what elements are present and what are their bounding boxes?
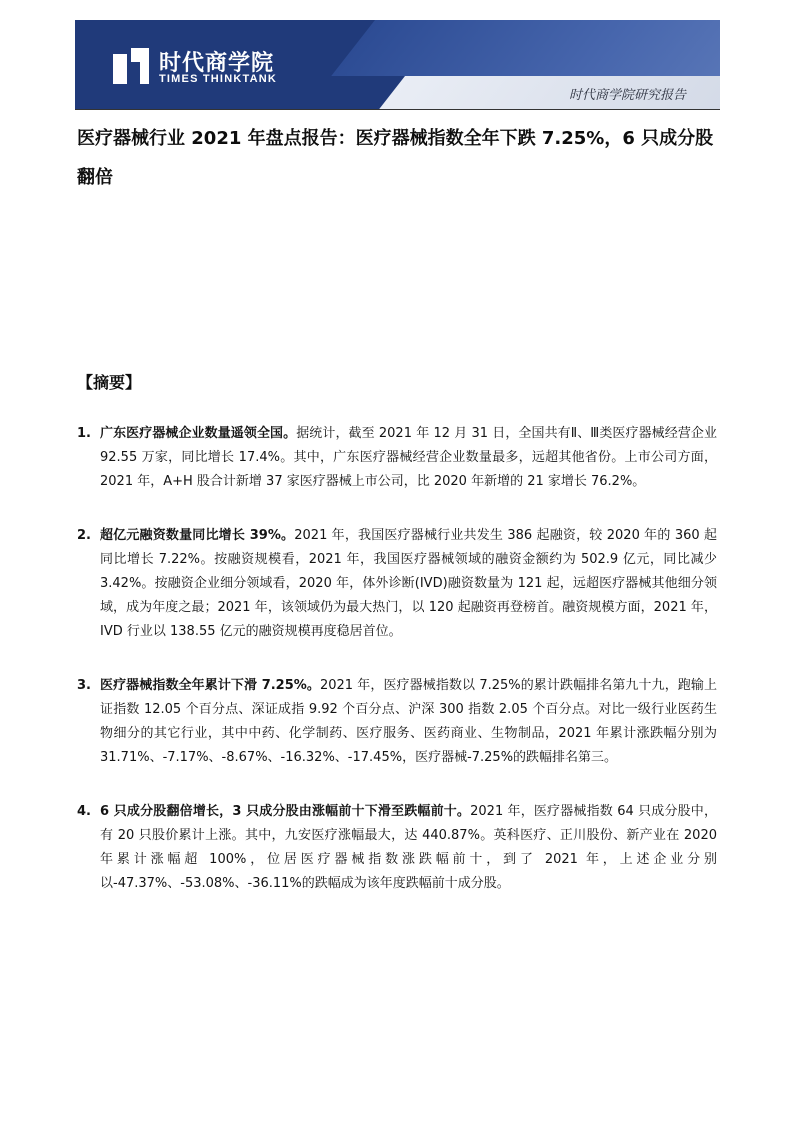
- item-number: 4.: [77, 804, 91, 819]
- item-number: 1.: [77, 426, 91, 441]
- times-logo-icon: [113, 48, 149, 84]
- brand-name-en: TIMES THINKTANK: [159, 73, 278, 85]
- item-number: 3.: [77, 678, 91, 693]
- item-body: 2021 年，医疗器械指数以 7.25%的累计跌幅排名第九十九，跑输上证指数 12.05 个百分点、深证成指 9.92 个百分点、沪深 300 指数 2.05 个百分点。对比一级行业医药生物细分的其它行业，其中中药、化学制药、医疗服务、医药商业、生物制品，2021 年累计涨跌幅分别为 31.71%、-7.17%、-8.67%、-16.32%、-17.45%，医疗器械-7.25%的跌幅排名第三。: [100, 678, 717, 765]
- abstract-heading: 【摘要】: [77, 373, 142, 392]
- item-lead: 超亿元融资数量同比增长 39%。: [100, 528, 295, 543]
- item-body: 2021 年，医疗器械指数 64 只成分股中，有 20 只股价累计上涨。其中，九安医疗涨幅最大，达 440.87%。英科医疗、正川股份、新产业在 2020 年累计涨幅超 100%，位居医疗器械指数涨跌幅前十，到了 2021 年，上述企业分别以-47.37%、-53.08%、-36.11%的跌幅成为该年度跌幅前十成分股。: [100, 804, 717, 891]
- brand-name-cn: 时代商学院: [159, 51, 275, 76]
- abstract-item: [77, 674, 717, 770]
- item-body: 据统计，截至 2021 年 12 月 31 日，全国共有Ⅱ、Ⅲ类医疗器械经营企业 92.55 万家，同比增长 17.4%。其中，广东医疗器械经营企业数量最多，远超其他省份。上市公司方面，2021 年，A+H 股合计新增 37 家医疗器械上市公司，比 2020 年新增的 21 家增长 76.2%。: [100, 426, 717, 489]
- item-lead: 医疗器械指数全年累计下滑 7.25%。: [100, 678, 320, 693]
- abstract-item: [77, 524, 717, 644]
- header-banner: [75, 20, 720, 109]
- item-lead: 6 只成分股翻倍增长，3 只成分股由涨幅前十下滑至跌幅前十。: [100, 804, 471, 819]
- header-divider: [75, 109, 720, 110]
- item-number: 2.: [77, 528, 91, 543]
- report-series-label: 时代商学院研究报告: [568, 88, 686, 103]
- item-body: 2021 年，我国医疗器械行业共发生 386 起融资，较 2020 年的 360 起同比增长 7.22%。按融资规模看，2021 年，我国医疗器械领域的融资金额约为 502.9 亿元，同比减少 3.42%。按融资企业细分领域看，2020 年，体外诊断(IVD)融资数量为 121 起，远超医疗器械其他细分领域，成为年度之最；2021 年，该领域仍为最大热门，以 120 起融资再登榜首。融资规模方面，2021 年，IVD 行业以 138.55 亿元的融资规模再度稳居首位。: [100, 528, 717, 639]
- abstract-item: [77, 422, 717, 494]
- abstract-item: [77, 800, 717, 896]
- banner-stripe: [331, 20, 720, 76]
- abstract-list: [77, 422, 717, 926]
- item-lead: 广东医疗器械企业数量遥领全国。: [100, 426, 297, 441]
- report-title: 医疗器械行业 2021 年盘点报告：医疗器械指数全年下跌 7.25%，6 只成分股翻倍: [77, 128, 714, 188]
